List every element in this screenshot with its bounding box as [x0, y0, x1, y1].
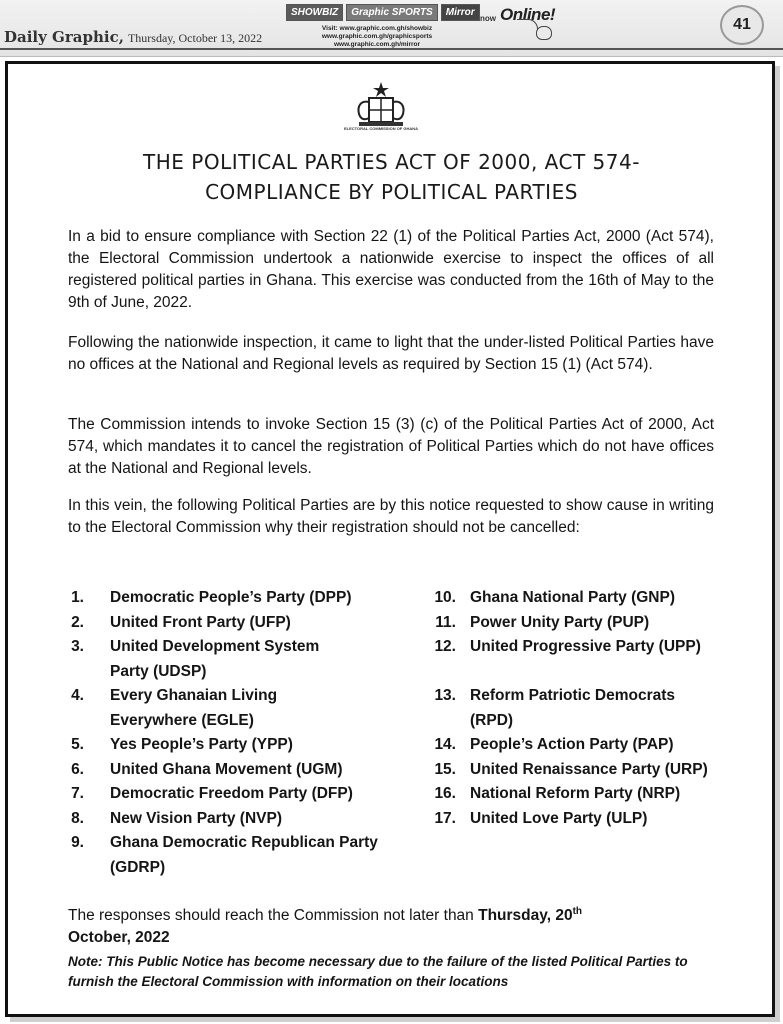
list-item-number: 17.	[434, 809, 456, 827]
list-item-number: 4.	[71, 687, 84, 704]
showbiz-logo: SHOWBIZ	[286, 4, 343, 21]
list-item-name: United Progressive Party (UPP)	[470, 638, 701, 655]
list-item	[430, 807, 760, 832]
list-item-number: 3.	[71, 638, 84, 655]
list-item-name: People’s Action Party (PAP)	[470, 736, 674, 753]
list-item	[68, 733, 408, 758]
list-item	[68, 831, 390, 880]
list-item-name: United Development System Party (UDSP)	[110, 638, 320, 680]
list-item	[68, 807, 408, 832]
electoral-commission-emblem-icon	[353, 80, 409, 142]
response-day-suffix: th	[572, 906, 583, 917]
list-item-name: United Ghana Movement (UGM)	[110, 760, 343, 778]
party-list-right	[430, 586, 760, 831]
list-item-name: Democratic Freedom Party (DFP)	[110, 785, 353, 802]
graphic-sports-logo: Graphic SPORTS	[346, 4, 438, 21]
list-item-name: United Love Party (ULP)	[470, 809, 648, 827]
list-item-name: United Renaissance Party (URP)	[470, 760, 708, 778]
list-item-name: Reform Patriotic Democrats (RPD)	[470, 687, 676, 729]
online-label: Online!	[500, 5, 556, 24]
list-item-number: 9.	[71, 834, 84, 851]
list-item-number: 15.	[434, 760, 456, 778]
list-item-name: New Vision Party (NVP)	[110, 809, 282, 827]
list-item	[68, 635, 360, 684]
list-item	[430, 733, 760, 758]
now-label: now	[480, 14, 496, 23]
list-item-number: 5.	[71, 736, 84, 753]
list-item-name: Democratic People’s Party (DPP)	[110, 589, 352, 606]
list-item	[430, 684, 710, 733]
header-rule	[0, 48, 783, 50]
list-item-number: 16.	[434, 785, 456, 802]
notice-title-line-1: THE POLITICAL PARTIES ACT OF 2000, ACT 574-	[143, 150, 640, 174]
url-mirror: www.graphic.com.gh/mirror	[333, 41, 421, 48]
list-item	[430, 758, 760, 783]
visit-urls	[312, 25, 442, 49]
response-text: The responses should reach the Commission not later than	[68, 907, 479, 925]
list-item-name: National Reform Party (NRP)	[470, 785, 681, 802]
response-day: Thursday, 20	[478, 907, 573, 925]
party-list-left	[68, 586, 408, 880]
list-item-number: 7.	[71, 785, 84, 802]
mirror-logo: Mirror	[441, 4, 480, 21]
list-item-name: United Front Party (UFP)	[110, 613, 291, 631]
list-item-name: Yes People’s Party (YPP)	[110, 736, 293, 753]
paragraph-intro: In a bid to ensure compliance with Section 22 (1) of the Political Parties Act, 2000 (Act 574), the Electoral Commission undertook a nationwide exercise to inspect the offices of all registered political parties in Ghana. This exercise was conducted from the 16th of May to the 9th of June, 2022.	[68, 228, 714, 311]
url-showbiz: Visit: www.graphic.com.gh/showbiz	[321, 25, 433, 32]
paper-name-text: Daily Graphic,	[4, 28, 124, 46]
list-item-number: 13.	[434, 687, 456, 704]
list-item-number: 14.	[434, 736, 456, 753]
list-item	[68, 586, 408, 611]
list-item-number: 12.	[434, 638, 456, 655]
response-deadline	[68, 901, 728, 949]
list-item	[430, 635, 760, 660]
paragraph-show-cause: In this vein, the following Political Parties are by this notice requested to show cause in writing to the Electoral Commission why their registration should not be cancelled:	[68, 497, 714, 536]
list-item	[430, 782, 760, 807]
list-item-number: 10.	[434, 589, 456, 606]
partner-logos	[286, 4, 480, 21]
url-sports: www.graphic.com.gh/graphicsports	[321, 33, 433, 40]
list-item-name: Every Ghanaian Living Everywhere (EGLE)	[110, 687, 278, 729]
list-item	[68, 684, 320, 733]
list-item-number: 8.	[71, 809, 84, 827]
list-item	[68, 758, 408, 783]
list-item-number: 1.	[71, 589, 84, 606]
list-item	[430, 611, 760, 636]
paper-name	[4, 28, 262, 46]
list-item	[430, 586, 760, 611]
list-item-number: 2.	[71, 613, 84, 631]
list-item-number: 11.	[435, 613, 456, 631]
list-item-name: Power Unity Party (PUP)	[470, 613, 650, 631]
paper-date: Thursday, October 13, 2022	[127, 31, 263, 45]
response-date: October, 2022	[68, 929, 170, 947]
list-item	[68, 611, 408, 636]
mouse-icon	[536, 26, 552, 40]
public-notice-note: Note: This Public Notice has become necessary due to the failure of the listed Political Parties to furnish the Electoral Commission with information on their locations	[68, 954, 688, 989]
page-number: 41	[720, 5, 764, 45]
list-item-number: 6.	[71, 760, 84, 778]
notice-title-line-2: COMPLIANCE BY POLITICAL PARTIES	[205, 180, 578, 204]
paragraph-intent: The Commission intends to invoke Section 15 (3) (c) of the Political Parties Act of 2000, Act 574, which mandates it to cancel the registration of Political Parties which do not have offices at the National and Regional levels.	[68, 416, 714, 477]
list-item-name: Ghana National Party (GNP)	[470, 589, 675, 606]
list-item-name: Ghana Democratic Republican Party (GDRP)	[110, 834, 378, 876]
list-item	[68, 782, 408, 807]
paragraph-findings: Following the nationwide inspection, it came to light that the under-listed Political Parties have no offices at the National and Regional levels as required by Section 15 (1) (Act 574).	[68, 334, 714, 373]
emblem-caption: ELECTORAL COMMISSION OF GHANA	[343, 126, 419, 131]
